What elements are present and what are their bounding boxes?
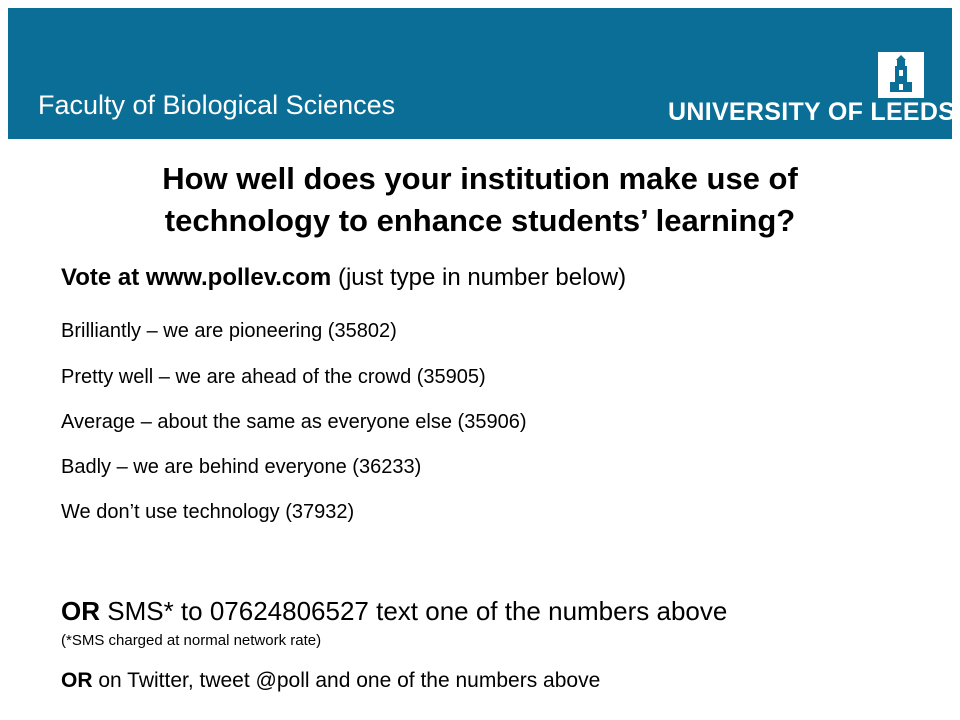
option-3: Average – about the same as everyone else (35906) [61, 411, 527, 433]
twitter-text: on Twitter, tweet @poll and one of the numbers above [92, 669, 601, 692]
vote-bold: Vote at www.pollev.com [61, 264, 332, 291]
option-4: Badly – we are behind everyone (36233) [61, 456, 422, 478]
sms-or: OR [61, 596, 100, 626]
university-logo [668, 48, 956, 133]
option-1: Brilliantly – we are pioneering (35802) [61, 320, 397, 342]
faculty-title: Faculty of Biological Sciences [38, 90, 396, 120]
vote-rest: (just type in number below) [331, 264, 627, 291]
tower-icon [878, 52, 924, 98]
question-line-2: technology to enhance students’ learning? [164, 203, 796, 238]
twitter-or: OR [61, 669, 93, 692]
option-2: Pretty well – we are ahead of the crowd (35905) [61, 366, 486, 388]
logo-text: UNIVERSITY OF LEEDS [668, 98, 956, 126]
question-heading [40, 158, 920, 242]
vote-instruction [61, 264, 626, 292]
twitter-instruction [61, 669, 600, 693]
option-5: We don’t use technology (37932) [61, 501, 355, 523]
sms-instruction [61, 596, 727, 627]
sms-text: SMS* to 07624806527 text one of the numbers above [100, 596, 728, 626]
sms-note: (*SMS charged at normal network rate) [61, 632, 322, 649]
question-line-1: How well does your institution make use of [162, 161, 798, 196]
header-banner [8, 8, 956, 139]
